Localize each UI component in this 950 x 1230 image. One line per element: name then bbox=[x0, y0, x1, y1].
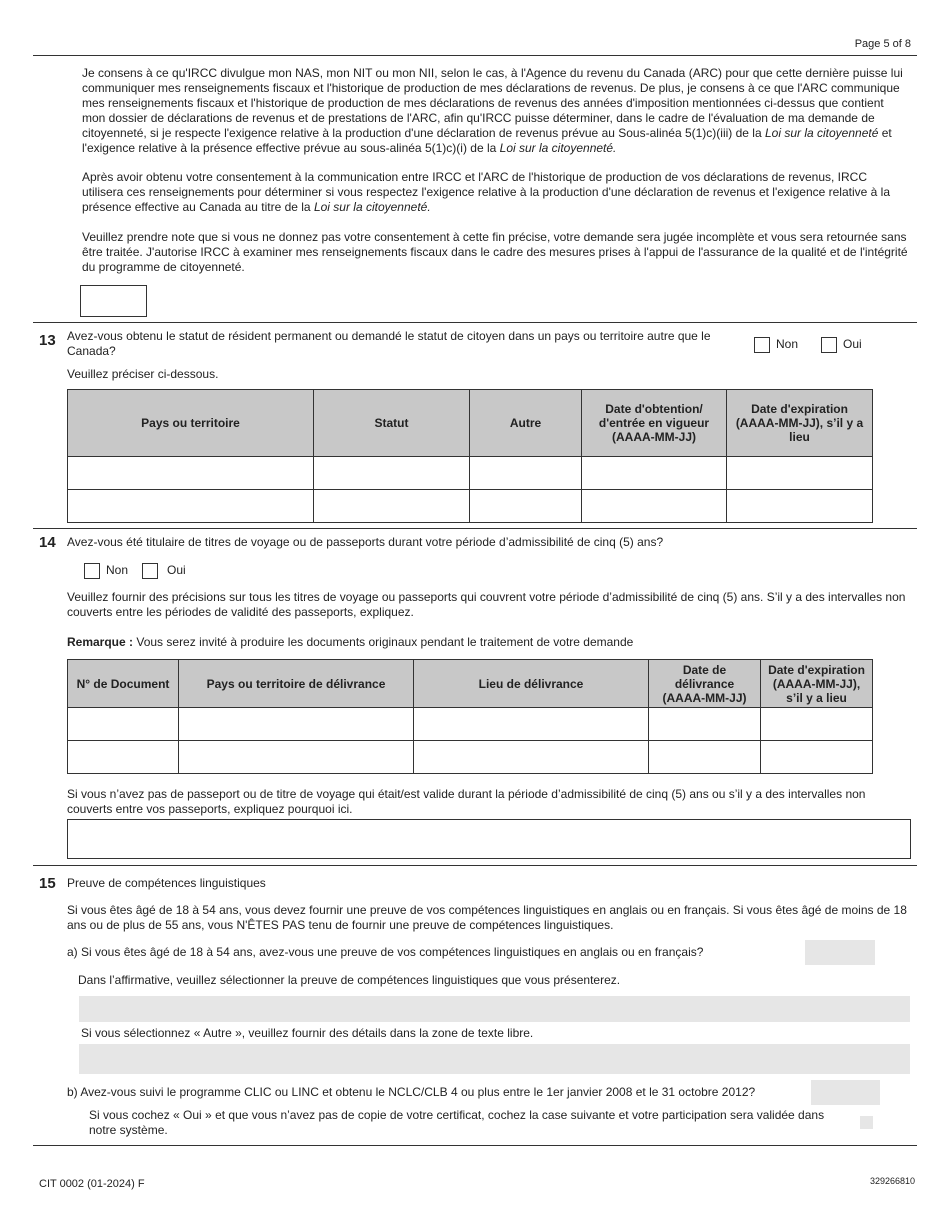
section-divider bbox=[33, 865, 917, 866]
q13-no-checkbox[interactable] bbox=[754, 337, 770, 353]
table-row bbox=[68, 741, 873, 774]
section-divider bbox=[33, 528, 917, 529]
q14-explain-text: Si vous n’avez pas de passeport ou de titre de voyage qui était/est valide durant la période d’admissibilité de cinq (5) ans ou s’il y a des intervalles non couverts entre vos passeports, expliquez pourquoi ici. bbox=[67, 787, 866, 816]
q14-col-expiry-date: Date d'expiration (AAAA-MM-JJ), s’il y a lieu bbox=[761, 660, 873, 708]
table-cell[interactable] bbox=[649, 741, 761, 774]
q13-col-date-expiry: Date d'expiration (AAAA-MM-JJ), s’il y a lieu bbox=[727, 390, 873, 457]
header-rule bbox=[33, 55, 917, 56]
table-row bbox=[68, 708, 873, 741]
q13-col-status: Statut bbox=[314, 390, 470, 457]
q13-yes-label: Oui bbox=[843, 337, 862, 351]
table-cell[interactable] bbox=[179, 708, 414, 741]
table-row bbox=[68, 490, 873, 523]
q14-no-checkbox[interactable] bbox=[84, 563, 100, 579]
table-cell[interactable] bbox=[414, 741, 649, 774]
page-number: Page 5 of 8 bbox=[854, 38, 911, 50]
table-cell[interactable] bbox=[68, 490, 314, 523]
table-cell[interactable] bbox=[582, 490, 727, 523]
question-15-number: 15 bbox=[39, 875, 56, 892]
q13-no-label: Non bbox=[776, 337, 799, 351]
table-row bbox=[68, 457, 873, 490]
q15-intro: Si vous êtes âgé de 18 à 54 ans, vous devez fournir une preuve de vos compétences linguistiques en anglais ou en français. Si vous êtes âgé de moins de 18 ans ou de plus de 55 ans, vous N'ÊTES PAS tenu de fournir une preuve de compétences linguistiques. bbox=[67, 903, 907, 932]
q14-explanation-input[interactable] bbox=[67, 819, 911, 859]
table-cell[interactable] bbox=[68, 741, 179, 774]
q15-a-answer-select[interactable] bbox=[805, 940, 875, 965]
q13-yes-checkbox[interactable] bbox=[821, 337, 837, 353]
question-14-text: Avez-vous été titulaire de titres de voyage ou de passeports durant votre période d’admissibilité de cinq (5) ans? bbox=[67, 535, 664, 549]
form-id: CIT 0002 (01-2024) F bbox=[39, 1178, 145, 1190]
q14-instruction: Veuillez fournir des précisions sur tous les titres de voyage ou passeports qui couvrent votre période d’admissibilité de cinq (5) ans. S’il y a des intervalles non couverts entre les périodes de validité des passeports, expliquez. bbox=[67, 590, 906, 619]
q14-no-label: Non bbox=[106, 563, 129, 577]
q15-b-question: b) Avez-vous suivi le programme CLIC ou LINC et obtenu le NCLC/CLB 4 ou plus entre le 1er janvier 2008 et le 31 octobre 2012? bbox=[67, 1085, 756, 1099]
q14-table-header bbox=[68, 660, 873, 708]
q14-yes-checkbox[interactable] bbox=[142, 563, 158, 579]
table-cell[interactable] bbox=[68, 457, 314, 490]
q13-table bbox=[67, 389, 873, 523]
table-cell[interactable] bbox=[314, 457, 470, 490]
q14-col-place: Lieu de délivrance bbox=[414, 660, 649, 708]
q13-col-date-obtained: Date d'obtention/ d'entrée en vigueur (AAAA-MM-JJ) bbox=[582, 390, 727, 457]
q14-table bbox=[67, 659, 873, 774]
q15-b-certificate-checkbox[interactable] bbox=[860, 1116, 873, 1129]
q14-col-country: Pays ou territoire de délivrance bbox=[179, 660, 414, 708]
table-cell[interactable] bbox=[761, 741, 873, 774]
table-cell[interactable] bbox=[414, 708, 649, 741]
question-13-number: 13 bbox=[39, 332, 56, 349]
q14-note: Remarque : Vous serez invité à produire les documents originaux pendant le traitement de votre demande bbox=[67, 635, 634, 649]
section-divider bbox=[33, 1145, 917, 1146]
q15-b-text: Si vous cochez « Oui » et que vous n’avez pas de copie de votre certificat, cochez la case suivante et votre participation sera validée dans notre système. bbox=[89, 1108, 825, 1137]
q14-col-document-number: N° de Document bbox=[68, 660, 179, 708]
q14-yes-label: Oui bbox=[167, 563, 186, 577]
consent-paragraph-1: Je consens à ce qu'IRCC divulgue mon NAS, mon NIT ou mon NII, selon le cas, à l'Agence du revenu du Canada (ARC) pour que cette dernière puisse lui communiquer mes renseignements fiscaux et l'historique de production de mes déclarations de revenus. De plus, je consens à ce que l'ARC communique mes renseignements fiscaux et l'historique de production de mes déclarations de revenus des années d'imposition mentionnées ci-dessus que contient mon dossier de déclarations de revenus et de prestations de l'ARC, afin qu'IRCC puisse déterminer, dans le cadre de l'évaluation de ma demande de citoyenneté, si je respecte l'exigence relative à la production d'une déclaration de revenus prévue au Sous-alinéa 5(1)c)(iii) de la Loi sur la citoyenneté et l'exigence relative à la présence effective prévue au sous-alinéa 5(1)c)(i) de la Loi sur la citoyenneté. bbox=[82, 66, 903, 155]
q15-a-select-text: Dans l’affirmative, veuillez sélectionner la preuve de compétences linguistiques que vous présenterez. bbox=[78, 973, 621, 987]
section-divider bbox=[33, 322, 917, 323]
table-cell[interactable] bbox=[470, 490, 582, 523]
barcode-number: 329266810 bbox=[869, 1176, 915, 1186]
q15-b-answer-select[interactable] bbox=[811, 1080, 880, 1105]
q13-col-other: Autre bbox=[470, 390, 582, 457]
q13-instruction: Veuillez préciser ci-dessous. bbox=[67, 367, 219, 381]
table-cell[interactable] bbox=[179, 741, 414, 774]
question-13-text: Avez-vous obtenu le statut de résident permanent ou demandé le statut de citoyen dans un pays ou territoire autre que le Canada? bbox=[67, 329, 711, 358]
q15-a-other-text: Si vous sélectionnez « Autre », veuillez fournir des détails dans la zone de texte libre. bbox=[81, 1026, 534, 1040]
table-cell[interactable] bbox=[582, 457, 727, 490]
q13-col-country: Pays ou territoire bbox=[68, 390, 314, 457]
table-cell[interactable] bbox=[68, 708, 179, 741]
q15-a-question: a) Si vous êtes âgé de 18 à 54 ans, avez-vous une preuve de vos compétences linguistiques en anglais ou en français? bbox=[67, 945, 704, 959]
consent-signature-field[interactable] bbox=[80, 285, 147, 317]
question-14-number: 14 bbox=[39, 534, 56, 551]
q15-other-details-input[interactable] bbox=[79, 1044, 910, 1074]
table-cell[interactable] bbox=[727, 457, 873, 490]
table-cell[interactable] bbox=[761, 708, 873, 741]
table-cell[interactable] bbox=[727, 490, 873, 523]
question-15-title: Preuve de compétences linguistiques bbox=[67, 876, 266, 890]
consent-paragraph-3: Veuillez prendre note que si vous ne donnez pas votre consentement à cette fin précise, votre demande sera jugée incomplète et vous sera retournée sans être traitée. J'autorise IRCC à examiner mes renseignements fiscaux dans le cadre des mesures prises à l'appui de l'assurance de la qualité et de l'intégrité du programme de citoyenneté. bbox=[82, 230, 908, 274]
q13-table-header bbox=[68, 390, 873, 457]
table-cell[interactable] bbox=[470, 457, 582, 490]
table-cell[interactable] bbox=[649, 708, 761, 741]
q14-col-issue-date: Date de délivrance (AAAA-MM-JJ) bbox=[649, 660, 761, 708]
q15-language-proof-select[interactable] bbox=[79, 996, 910, 1022]
table-cell[interactable] bbox=[314, 490, 470, 523]
consent-paragraph-2: Après avoir obtenu votre consentement à la communication entre IRCC et l'ARC de l'historique de production de vos déclarations de revenus, IRCC utilisera ces renseignements pour déterminer si vous respectez l'exigence relative à la production d'une déclaration de revenus et l'exigence relative à la présence effective au Canada au titre de la Loi sur la citoyenneté. bbox=[82, 170, 890, 214]
